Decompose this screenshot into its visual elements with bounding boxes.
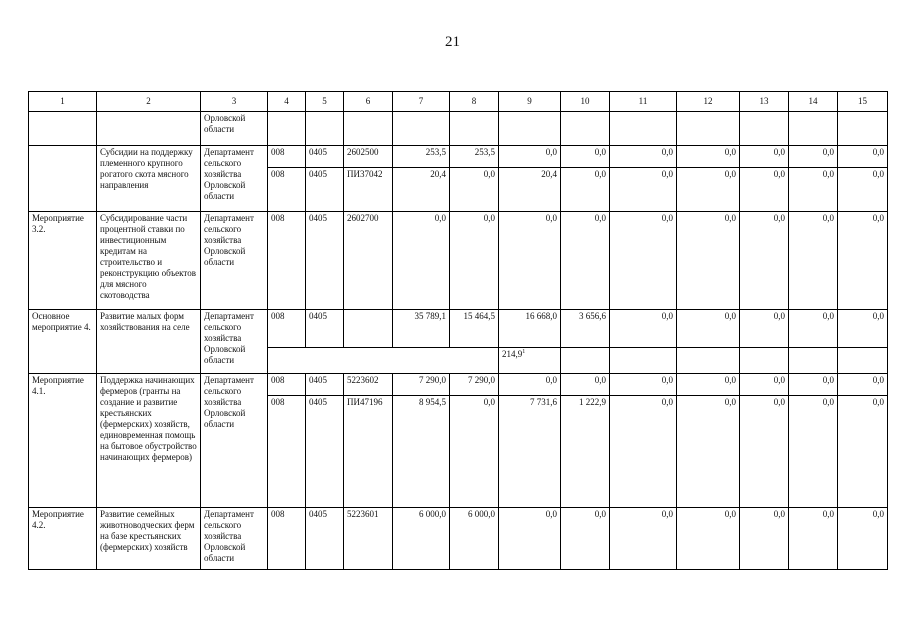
executor-cell: Департамент сельского хозяйства Орловской области xyxy=(201,508,268,570)
value-cell: 0,0 xyxy=(740,168,789,212)
value-cell: 0,0 xyxy=(740,508,789,570)
table-cell xyxy=(677,348,740,374)
value-cell: 253,5 xyxy=(450,146,499,168)
value-cell: 0,0 xyxy=(499,508,561,570)
code-cell: 2602500 xyxy=(344,146,393,168)
column-header: 7 xyxy=(393,92,450,112)
column-header: 6 xyxy=(344,92,393,112)
column-header: 14 xyxy=(789,92,838,112)
value-cell: 15 464,5 xyxy=(450,310,499,348)
column-header: 15 xyxy=(838,92,888,112)
value-cell: 8 954,5 xyxy=(393,396,450,508)
value-cell: 253,5 xyxy=(393,146,450,168)
value-cell: 0,0 xyxy=(740,146,789,168)
code-cell: 5223602 xyxy=(344,374,393,396)
code-cell: 008 xyxy=(268,396,306,508)
value-cell: 0,0 xyxy=(789,310,838,348)
table-cell xyxy=(393,112,450,146)
table-cell xyxy=(610,112,677,146)
table-row xyxy=(29,508,888,570)
value-cell: 0,0 xyxy=(610,508,677,570)
table-cell xyxy=(29,146,97,212)
value-cell: 0,0 xyxy=(740,396,789,508)
table-row xyxy=(29,112,888,146)
value-cell: 0,0 xyxy=(838,168,888,212)
measure-id-cell: Основное мероприятие 4. xyxy=(29,310,97,374)
column-header: 11 xyxy=(610,92,677,112)
table-cell xyxy=(740,112,789,146)
value-cell: 3 656,6 xyxy=(561,310,610,348)
column-header: 1 xyxy=(29,92,97,112)
value-cell: 0,0 xyxy=(789,508,838,570)
value-cell: 1 222,9 xyxy=(561,396,610,508)
measure-id-cell: Мероприятие 3.2. xyxy=(29,212,97,310)
value-cell: 0,0 xyxy=(561,508,610,570)
value-cell: 0,0 xyxy=(561,374,610,396)
value-cell: 0,0 xyxy=(789,146,838,168)
code-cell: 0405 xyxy=(306,508,344,570)
value-cell: 0,0 xyxy=(677,310,740,348)
table-cell xyxy=(677,112,740,146)
value-cell xyxy=(499,348,561,374)
footnote-mark: 1 xyxy=(522,349,526,355)
code-cell: 0405 xyxy=(306,146,344,168)
value-cell: 0,0 xyxy=(610,374,677,396)
code-cell: 0405 xyxy=(306,212,344,310)
value-cell: 0,0 xyxy=(838,374,888,396)
column-header: 10 xyxy=(561,92,610,112)
table-cell xyxy=(344,112,393,146)
code-cell: 008 xyxy=(268,374,306,396)
code-cell xyxy=(344,310,393,348)
measure-name-cell: Поддержка начинающих фермеров (гранты на создание и развитие крестьянских (фермерских) хозяйств, единовременная помощь на бытовое обустройство начинающих фермеров) xyxy=(97,374,201,508)
executor-cell: Департамент сельского хозяйства Орловской области xyxy=(201,146,268,212)
table-cell xyxy=(268,348,499,374)
table-row xyxy=(29,212,888,310)
value-cell: 0,0 xyxy=(838,310,888,348)
code-cell: 008 xyxy=(268,508,306,570)
table-row xyxy=(29,374,888,396)
executor-cell: Департамент сельского хозяйства Орловской области xyxy=(201,374,268,508)
value-cell: 7 290,0 xyxy=(450,374,499,396)
value-cell: 0,0 xyxy=(740,310,789,348)
value-cell: 0,0 xyxy=(450,168,499,212)
value-cell: 0,0 xyxy=(610,396,677,508)
value-cell: 0,0 xyxy=(499,374,561,396)
code-cell: 008 xyxy=(268,168,306,212)
value-cell: 0,0 xyxy=(393,212,450,310)
code-cell: 0405 xyxy=(306,374,344,396)
value-cell: 35 789,1 xyxy=(393,310,450,348)
code-cell: ПИ37042 xyxy=(344,168,393,212)
value-cell: 0,0 xyxy=(610,146,677,168)
table-cell xyxy=(789,348,838,374)
column-header: 4 xyxy=(268,92,306,112)
budget-table xyxy=(28,91,888,570)
table-cell xyxy=(740,348,789,374)
column-header: 5 xyxy=(306,92,344,112)
value-cell: 0,0 xyxy=(740,212,789,310)
table-cell xyxy=(610,348,677,374)
table-row xyxy=(29,310,888,348)
column-header: 13 xyxy=(740,92,789,112)
code-cell: 0405 xyxy=(306,310,344,348)
executor-cell: Орловской области xyxy=(201,112,268,146)
code-cell: ПИ47196 xyxy=(344,396,393,508)
value-cell: 0,0 xyxy=(610,168,677,212)
table-cell xyxy=(561,348,610,374)
code-cell: 2602700 xyxy=(344,212,393,310)
value-cell: 0,0 xyxy=(838,146,888,168)
value-cell: 0,0 xyxy=(789,168,838,212)
code-cell: 008 xyxy=(268,310,306,348)
table-cell xyxy=(97,112,201,146)
value-cell: 0,0 xyxy=(561,146,610,168)
value-cell: 0,0 xyxy=(561,168,610,212)
value-cell: 0,0 xyxy=(838,396,888,508)
value-cell: 0,0 xyxy=(789,212,838,310)
measure-name-cell: Субсидии на поддержку племенного крупного рогатого скота мясного направления xyxy=(97,146,201,212)
table-cell xyxy=(306,112,344,146)
value-cell: 7 731,6 xyxy=(499,396,561,508)
column-header: 3 xyxy=(201,92,268,112)
column-header: 8 xyxy=(450,92,499,112)
value-cell: 0,0 xyxy=(677,508,740,570)
value-cell: 7 290,0 xyxy=(393,374,450,396)
value-cell: 0,0 xyxy=(789,374,838,396)
value-cell: 6 000,0 xyxy=(450,508,499,570)
value-cell: 0,0 xyxy=(789,396,838,508)
value-cell: 20,4 xyxy=(393,168,450,212)
code-cell: 0405 xyxy=(306,396,344,508)
value-cell: 0,0 xyxy=(677,212,740,310)
measure-id-cell: Мероприятие 4.1. xyxy=(29,374,97,508)
value-cell: 0,0 xyxy=(838,212,888,310)
value-cell: 0,0 xyxy=(610,212,677,310)
extra-value: 214,9 xyxy=(502,349,523,359)
table-row xyxy=(29,146,888,168)
table-cell xyxy=(499,112,561,146)
page-number: 21 xyxy=(445,34,460,50)
value-cell: 0,0 xyxy=(677,168,740,212)
value-cell: 0,0 xyxy=(499,212,561,310)
header-row xyxy=(29,92,888,112)
table-cell xyxy=(29,112,97,146)
table-cell xyxy=(450,112,499,146)
value-cell: 16 668,0 xyxy=(499,310,561,348)
table-cell xyxy=(268,112,306,146)
code-cell: 0405 xyxy=(306,168,344,212)
executor-cell: Департамент сельского хозяйства Орловской области xyxy=(201,310,268,374)
value-cell: 0,0 xyxy=(499,146,561,168)
value-cell: 0,0 xyxy=(610,310,677,348)
value-cell: 0,0 xyxy=(677,396,740,508)
table-cell xyxy=(561,112,610,146)
table-cell xyxy=(838,348,888,374)
table-cell xyxy=(838,112,888,146)
column-header: 9 xyxy=(499,92,561,112)
executor-cell: Департамент сельского хозяйства Орловской области xyxy=(201,212,268,310)
column-header: 2 xyxy=(97,92,201,112)
value-cell: 0,0 xyxy=(561,212,610,310)
value-cell: 0,0 xyxy=(450,396,499,508)
value-cell: 0,0 xyxy=(450,212,499,310)
value-cell: 0,0 xyxy=(740,374,789,396)
code-cell: 008 xyxy=(268,146,306,168)
value-cell: 0,0 xyxy=(677,374,740,396)
value-cell: 0,0 xyxy=(838,508,888,570)
code-cell: 5223601 xyxy=(344,508,393,570)
column-header: 12 xyxy=(677,92,740,112)
value-cell: 20,4 xyxy=(499,168,561,212)
value-cell: 0,0 xyxy=(677,146,740,168)
measure-name-cell: Развитие малых форм хозяйствования на селе xyxy=(97,310,201,374)
measure-id-cell: Мероприятие 4.2. xyxy=(29,508,97,570)
measure-name-cell: Развитие семейных животноводческих ферм на базе крестьянских (фермерских) хозяйств xyxy=(97,508,201,570)
code-cell: 008 xyxy=(268,212,306,310)
measure-name-cell: Субсидирование части процентной ставки по инвестиционным кредитам на строительство и реконструкцию объектов для мясного скотоводства xyxy=(97,212,201,310)
value-cell: 6 000,0 xyxy=(393,508,450,570)
table-cell xyxy=(789,112,838,146)
